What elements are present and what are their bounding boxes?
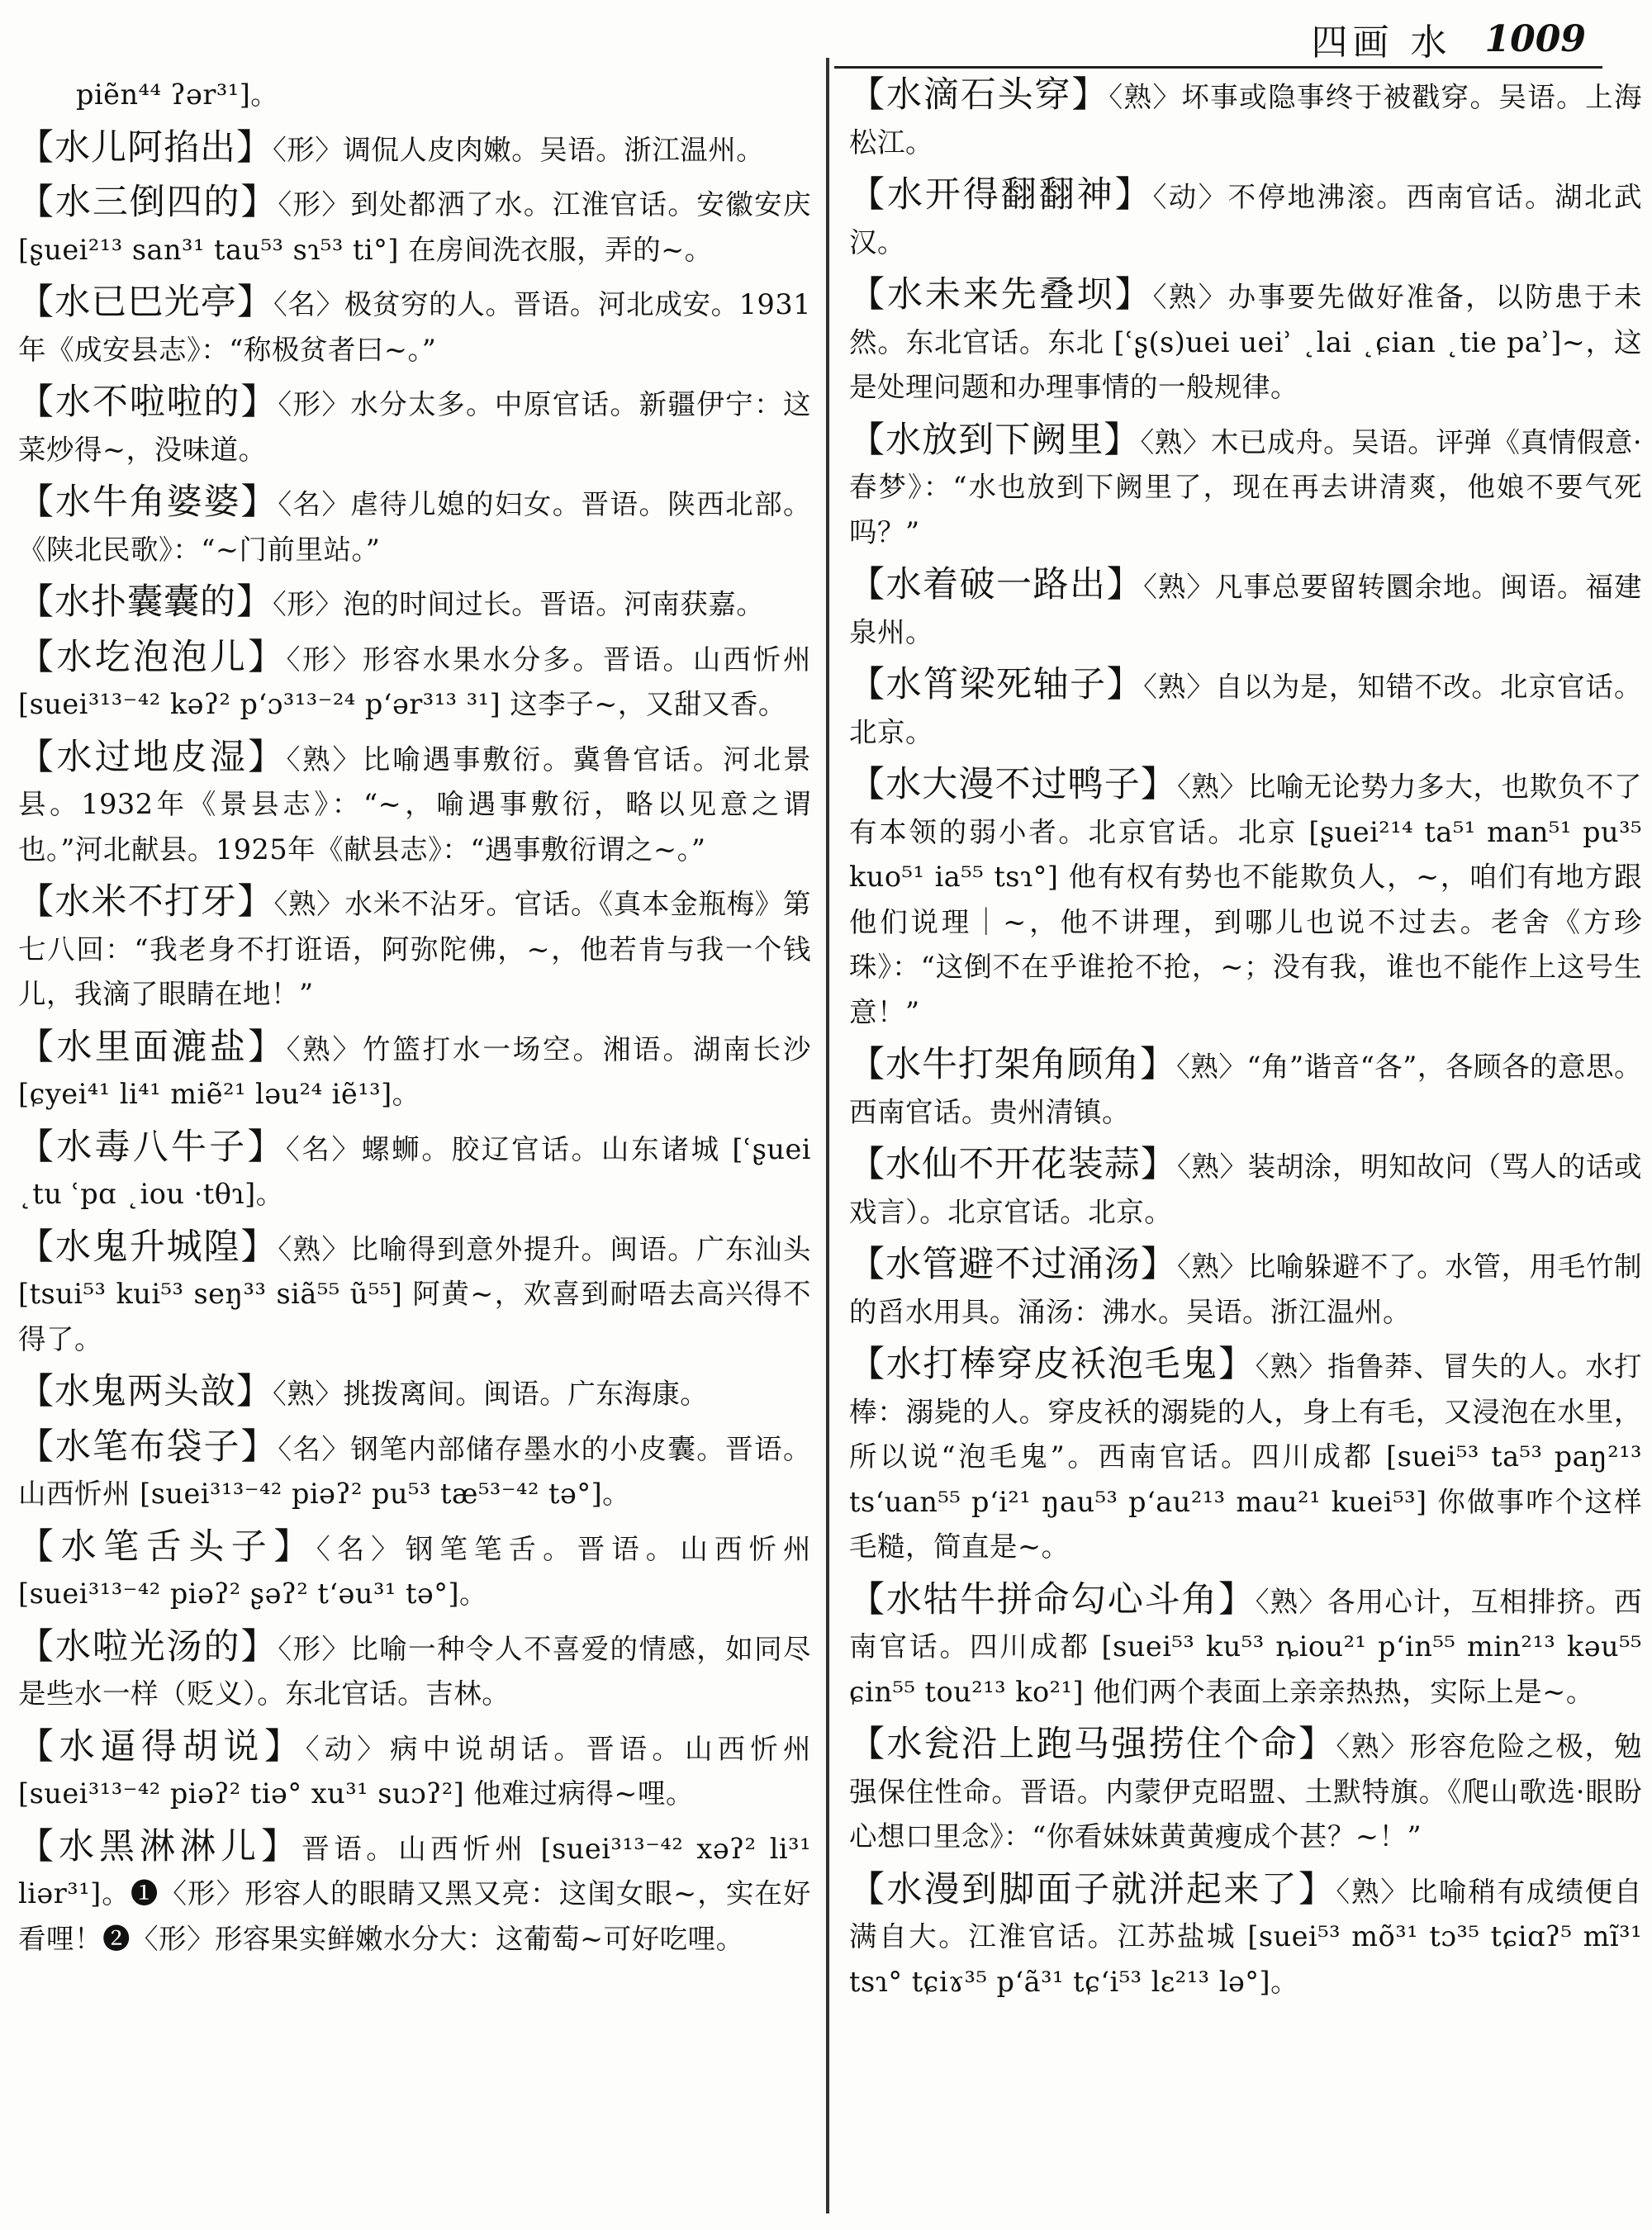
entry-headword: 【水鬼升城隍】	[18, 1226, 278, 1268]
entry-definition: 〈名〉虐待儿媳的妇女。晋语。陕西北部。《陕北民歌》：“~门前里站。”	[18, 488, 811, 566]
dictionary-entry	[18, 1525, 811, 1617]
entry-definition: 〈熟〉比喻遇事敷衍。冀鲁官话。河北景县。1932年《景县志》：“~，喻遇事敷衍，略以见意之谓也。”河北献县。1925年《献县志》：“遇事敷衍谓之~。”	[18, 743, 811, 866]
dictionary-entry	[849, 762, 1642, 1035]
entry-definition: 〈形〉泡的时间过长。晋语。河南获嘉。	[273, 588, 765, 620]
dictionary-entry	[18, 735, 811, 873]
entry-definition: 〈动〉病中说胡话。晋语。山西忻州 [suei³¹³⁻⁴² piəʔ² tiə° xu³¹ suɔʔ²] 他难过病得~哩。	[18, 1732, 811, 1810]
dictionary-entry	[849, 1722, 1642, 1860]
dictionary-entry	[849, 1342, 1642, 1570]
entry-headword: 【水鬼两头敨】	[18, 1371, 273, 1412]
entry-definition: 〈名〉螺蛳。胶辽官话。山东诸城 [ʿʂuei ˛tu ʿpɑ ˛iou ·tθɿ]。	[18, 1132, 811, 1210]
dictionary-entry	[18, 1625, 811, 1717]
entry-headword: 【水瓮沿上跑马强捞住个命】	[849, 1724, 1336, 1765]
entry-headword: 【水已巴光亭】	[18, 282, 274, 323]
entry-headword: 【水米不打牙】	[18, 881, 274, 923]
page-number: 1009	[1484, 17, 1586, 60]
entry-definition: 〈熟〉比喻稍有成绩便自满自大。江淮官话。江苏盐城 [suei⁵³ mõ³¹ tɔ³⁵ tɕiɑʔ⁵ mĩ³¹ tsɿ° tɕiɤ³⁵ p‘ã³¹ tɕ‘i⁵³ lɛ²¹³ lə°]。	[849, 1875, 1642, 1998]
entry-headword: 【水儿阿掐出】	[18, 126, 273, 168]
entry-definition: 〈形〉调侃人皮肉嫩。吴语。浙江温州。	[273, 133, 765, 166]
dictionary-entry	[849, 1242, 1642, 1335]
entry-definition: 〈名〉钢笔内部储存墨水的小皮囊。晋语。山西忻州 [suei³¹³⁻⁴² piəʔ² pu⁵³ tæ⁵³⁻⁴² tə°]。	[18, 1432, 811, 1510]
left-column	[18, 73, 811, 2216]
entry-definition: 〈熟〉挑拨离间。闽语。广东海康。	[273, 1378, 709, 1410]
entry-headword: 【水漫到脚面子就洴起来了】	[849, 1868, 1336, 1910]
entry-headword: 【水滴石头穿】	[849, 74, 1109, 116]
entry-definition: 〈熟〉比喻躲避不了。水管，用毛竹制的舀水用具。涌汤：沸水。吴语。浙江温州。	[849, 1250, 1642, 1328]
dictionary-entry	[18, 280, 811, 372]
dictionary-entry	[849, 173, 1642, 265]
entry-definition: 〈熟〉比喻无论势力多大，也欺负不了有本领的弱小者。北京官话。北京 [ʂuei²¹⁴ ta⁵¹ man⁵¹ pu³⁵ kuo⁵¹ ia⁵⁵ tsɿ°] 他有权有势也不能欺负人，~，咱们有地方跟他们说理｜~，他不讲理，到哪儿也说不过去。老舍《方珍珠》：“这倒不在乎谁抢不抢，~；没有我，谁也不能作上这号生意！”	[849, 771, 1642, 1028]
right-column	[849, 73, 1642, 2216]
dictionary-entry	[849, 1867, 1642, 2005]
entry-headword: 【水开得翻翻神】	[849, 174, 1153, 216]
dictionary-entry	[18, 480, 811, 572]
entry-headword: 【水圪泡泡儿】	[18, 636, 287, 678]
entry-definition: 〈熟〉指鲁莽、冒失的人。水打棒：溺毙的人。穿皮袄的溺毙的人，身上有毛，又浸泡在水里，所以说“泡毛鬼”。西南官话。四川成都 [suei⁵³ ta⁵³ paŋ²¹³ ts‘uan⁵⁵ p‘i²¹ ŋau⁵³ p‘au²¹³ mau²¹ kuei⁵³] 你做事咋个这样毛糙，简直是~。	[849, 1350, 1642, 1563]
header-rule	[834, 66, 1602, 69]
entry-headword: 【水打棒穿皮袄泡毛鬼】	[849, 1344, 1256, 1385]
entry-definition: 〈熟〉坏事或隐事终于被戳穿。吴语。上海松江。	[849, 81, 1642, 159]
dictionary-entry	[18, 635, 811, 728]
entry-definition: 〈熟〉形容危险之极，勉强保住性命。晋语。内蒙伊克昭盟、土默特旗。《爬山歌选·眼盼心想口里念》：“你看妹妹黄黄瘦成个甚？~！”	[849, 1730, 1642, 1853]
entry-definition: 〈熟〉水米不沾牙。官话。《真本金瓶梅》第七八回：“我老身不打诳语，阿弥陀佛，~，他若肯与我一个钱儿，我滴了眼睛在地！”	[18, 888, 811, 1010]
entry-headword: 【水不啦啦的】	[18, 382, 278, 423]
entry-definition: 〈动〉不停地沸滚。西南官话。湖北武汉。	[849, 181, 1642, 259]
dictionary-entry	[849, 562, 1642, 655]
entry-definition: 〈形〉到处都洒了水。江淮官话。安徽安庆 [ʂuei²¹³ san³¹ tau⁵³ sɿ⁵³ ti°] 在房间洗衣服，弄的~。	[18, 188, 811, 266]
entry-headword: 【水黑淋淋儿】	[18, 1825, 302, 1867]
entry-definition: 〈熟〉自以为是，知错不改。北京官话。北京。	[849, 671, 1642, 748]
entry-headword: 【水牛打架角顾角】	[849, 1044, 1177, 1085]
entry-headword: 【水过地皮湿】	[18, 736, 287, 778]
entry-headword: 【水大漫不过鸭子】	[849, 764, 1177, 805]
dictionary-entry	[18, 1025, 811, 1117]
dictionary-entry	[849, 1042, 1642, 1135]
entry-definition: 〈熟〉办事要先做好准备，以防患于未然。东北官话。东北 [ʿʂ(s)uei ueiʾ ˛lai ˛ɕian ˛tie paʾ]~，这是处理问题和办理事情的一般规律。	[849, 281, 1642, 403]
section-label: 四画 水	[1311, 21, 1452, 64]
dictionary-entry	[18, 126, 811, 173]
entry-definition: 〈熟〉比喻得到意外提升。闽语。广东汕头 [tsui⁵³ kui⁵³ seŋ³³ siã⁵⁵ ũ⁵⁵] 阿黄~，欢喜到耐唔去高兴得不得了。	[18, 1232, 811, 1355]
entry-headword: 【水管避不过涌汤】	[849, 1244, 1177, 1285]
dictionary-entry	[849, 662, 1642, 755]
entry-definition: 〈熟〉竹篮打水一场空。湘语。湖南长沙 [ɕyei⁴¹ li⁴¹ miẽ²¹ ləu²⁴ iẽ¹³]。	[18, 1032, 811, 1110]
dictionary-entry	[18, 1824, 811, 1962]
entry-headword: 【水牯牛拼命勾心斗角】	[849, 1578, 1256, 1620]
column-divider	[826, 58, 829, 2213]
dictionary-entry	[18, 1225, 811, 1363]
entry-definition: piẽn⁴⁴ ʔər³¹]。	[76, 78, 279, 111]
entry-headword: 【水牛角婆婆】	[18, 482, 278, 523]
entry-headword: 【水扑囊囊的】	[18, 581, 273, 623]
entry-continuation	[18, 73, 811, 118]
dictionary-entry	[849, 418, 1642, 556]
entry-definition: 〈熟〉“角”谐音“各”，各顾各的意思。西南官话。贵州清镇。	[849, 1051, 1642, 1128]
entry-definition: 〈熟〉装胡涂，明知故问（骂人的话或戏言）。北京官话。北京。	[849, 1151, 1642, 1228]
entry-definition: 〈形〉比喻一种令人不喜爱的情感，如同尽是些水一样（贬义）。东北官话。吉林。	[18, 1632, 811, 1710]
dictionary-entry	[18, 180, 811, 273]
running-header	[1008, 10, 1586, 68]
entry-headword: 【水着破一路出】	[849, 564, 1144, 605]
entry-definition: 〈熟〉木已成舟。吴语。评弹《真情假意·春梦》：“水也放到下阙里了，现在再去讲清爽，他娘不要气死吗？”	[849, 425, 1642, 548]
dictionary-entry	[18, 1425, 811, 1517]
entry-headword: 【水笔舌头子】	[18, 1525, 316, 1568]
dictionary-entry	[849, 1578, 1642, 1715]
entry-headword: 【水毒八牛子】	[18, 1126, 286, 1168]
dictionary-entry	[849, 1142, 1642, 1235]
entry-headword: 【水里面漉盐】	[18, 1026, 287, 1068]
entry-definition: 〈形〉水分太多。中原官话。新疆伊宁：这菜炒得~，没味道。	[18, 388, 811, 466]
dictionary-entry	[18, 1125, 811, 1217]
dictionary-entry	[18, 380, 811, 472]
entry-definition: 〈名〉极贫穷的人。晋语。河北成安。1931年《成安县志》：“称极贫者曰~。”	[18, 288, 811, 366]
entry-definition: 〈熟〉各用心计，互相排挤。西南官话。四川成都 [suei⁵³ ku⁵³ ȵiou²¹ p‘in⁵⁵ min²¹³ kəu⁵⁵ ɕin⁵⁵ tou²¹³ ko²¹] 他们两个表面上亲亲热热，实际上是~。	[849, 1585, 1642, 1708]
entry-headword: 【水筲梁死轴子】	[849, 664, 1144, 705]
entry-definition: 〈形〉形容水果水分多。晋语。山西忻州 [suei³¹³⁻⁴² kəʔ² p‘ɔ³¹³⁻²⁴ p‘ər³¹³ ³¹] 这李子~，又甜又香。	[18, 643, 811, 720]
dictionary-entry	[18, 880, 811, 1018]
entry-definition: 〈名〉钢笔笔舌。晋语。山西忻州 [suei³¹³⁻⁴² piəʔ² ʂəʔ² t‘əu³¹ tə°]。	[18, 1532, 811, 1610]
dictionary-entry	[18, 1725, 811, 1817]
entry-headword: 【水仙不开花装蒜】	[849, 1144, 1177, 1185]
entry-headword: 【水未来先叠坝】	[849, 274, 1153, 316]
dictionary-entry	[849, 73, 1642, 165]
dictionary-entry	[18, 580, 811, 628]
entry-headword: 【水笔布袋子】	[18, 1426, 278, 1468]
entry-headword: 【水三倒四的】	[18, 182, 278, 223]
entry-headword: 【水啦光汤的】	[18, 1625, 278, 1668]
dictionary-entry	[18, 1369, 811, 1417]
entry-definition: 〈熟〉凡事总要留转圜余地。闽语。福建泉州。	[849, 571, 1642, 648]
entry-definition: 晋语。山西忻州 [suei³¹³⁻⁴² xəʔ² li³¹ liər³¹]。❶〈形〉形容人的眼睛又黑又亮：这闺女眼~，实在好看哩！❷〈形〉形容果实鲜嫩水分大：这葡萄~可好吃哩。	[18, 1832, 811, 1955]
dictionary-entry	[849, 273, 1642, 410]
entry-headword: 【水逼得胡说】	[18, 1725, 306, 1767]
entry-headword: 【水放到下阙里】	[849, 419, 1141, 461]
